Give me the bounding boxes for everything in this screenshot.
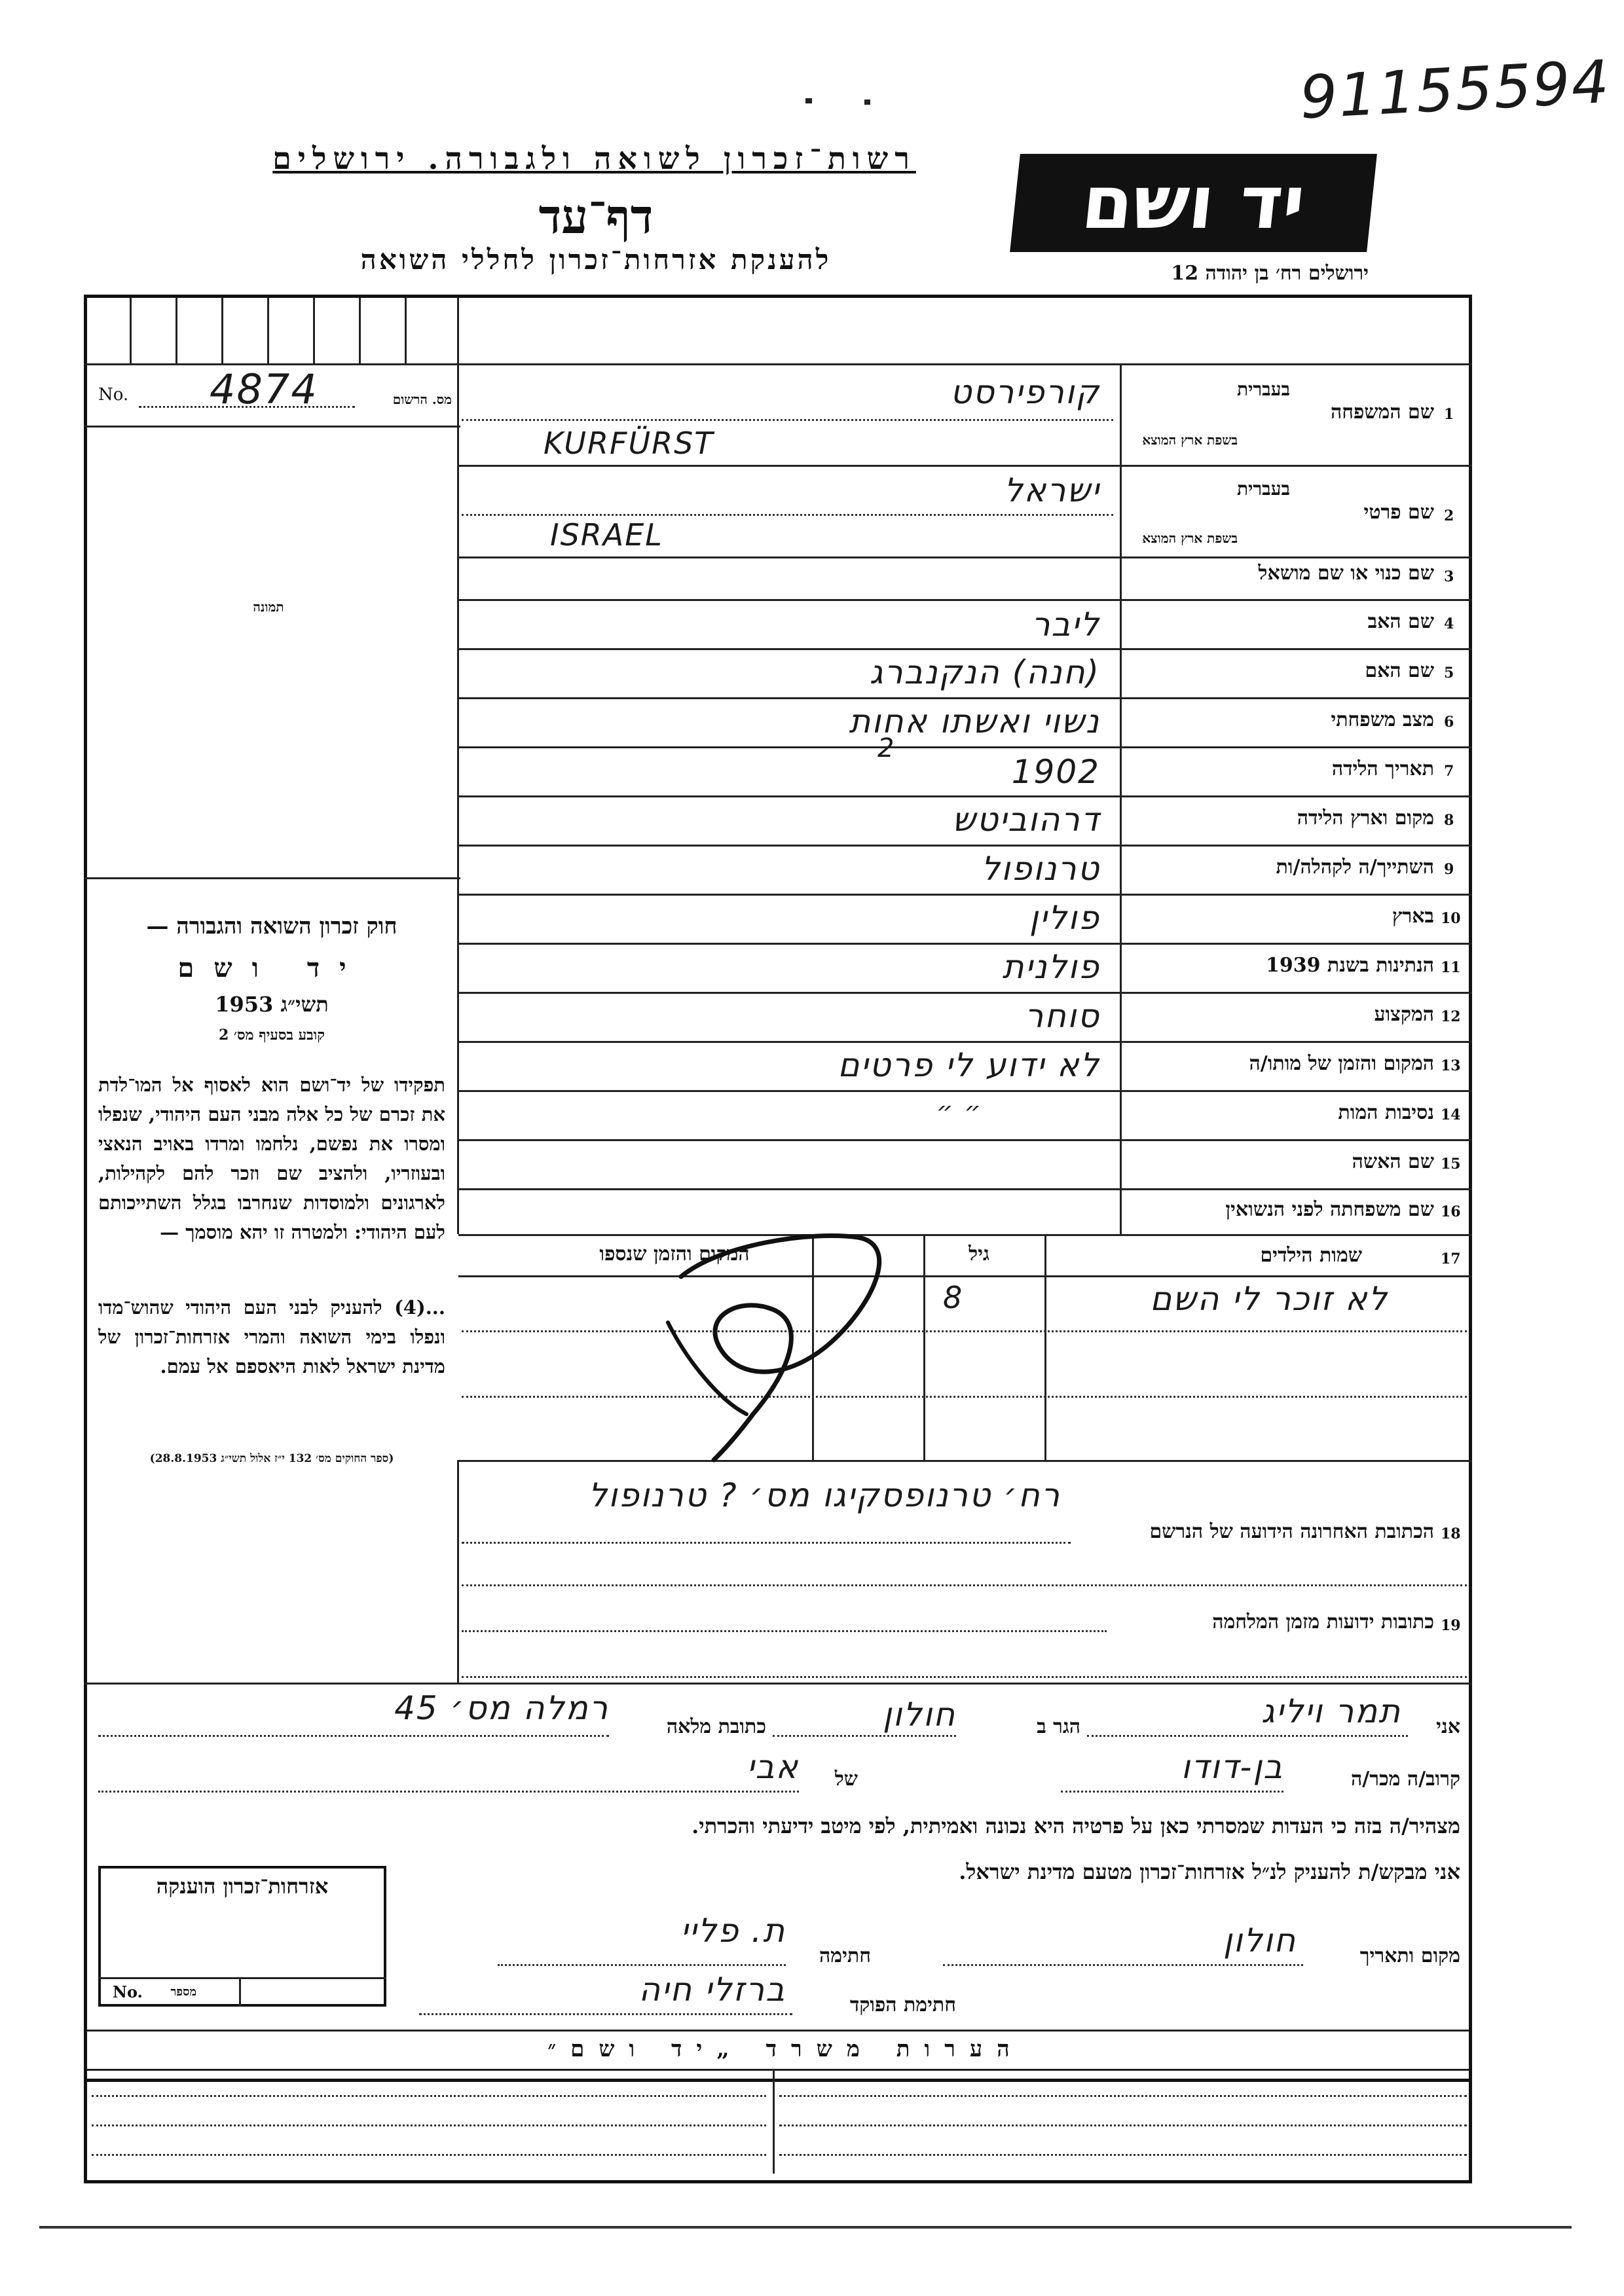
field-2-label: שם פרטי: [1363, 501, 1434, 524]
divider: [458, 599, 1472, 601]
divider: [458, 992, 1472, 994]
row-line: [943, 1964, 1303, 1966]
divider: [175, 298, 177, 363]
row-line: [462, 1396, 1467, 1398]
photo-label: תמונה: [253, 599, 284, 615]
field-2-origin-label: בשפת ארץ המוצא: [1142, 530, 1238, 546]
field-18-label: הכתובת האחרונה הידועה של הנרשם: [1149, 1520, 1434, 1543]
field-7-number: 7: [1444, 763, 1454, 780]
row-line: [462, 1330, 1467, 1332]
scan-edge: [39, 2226, 1572, 2229]
field-18-number: 18: [1441, 1525, 1461, 1542]
law-text-1: תפקידו של יד־ושם הוא לאסוף אל המו־לדת את זכרם של כל אלה מבני העם היהודי, שנפלו ומסרו את נפשם, נלחמו ומרדו באויב הנאצי ובעוזריו, ולהציב שם וזכר להם לקהילות, לארגונים ולמוסדות שנחרבו בגלל השתייכותם לעם היהודי: ולמטרה זו יהא מוסמך —: [98, 1074, 445, 1243]
child-name: לא זוכר לי השם: [1150, 1280, 1388, 1318]
divider: [458, 648, 1472, 650]
field-15-label: שם האשה: [1352, 1150, 1434, 1173]
memorial-box-number-label: מספר: [170, 1985, 196, 1999]
registration-line: [139, 406, 355, 408]
field-8-value: דרהוביטש: [952, 801, 1100, 839]
divider: [458, 1139, 1472, 1141]
field-6-label: מצב משפחתי: [1331, 708, 1434, 731]
children-place-header: המקום והזמן שנספו: [599, 1243, 750, 1266]
form-title: דף־עד: [538, 189, 654, 244]
divider: [267, 298, 269, 363]
field-14-label: נסיבות המות: [1338, 1101, 1434, 1124]
row-line: [462, 514, 1113, 516]
law-name: יד ושם: [177, 953, 366, 983]
divider: [313, 298, 315, 363]
field-7-label: תאריך הלידה: [1331, 757, 1434, 780]
field-18-value: רח׳ טרנופסקיגו מס׳ ? טרנופול: [588, 1476, 1061, 1514]
field-1-number: 1: [1444, 406, 1454, 423]
field-16-number: 16: [1441, 1203, 1461, 1220]
authority-title: רשות־זכרון לשואה ולגבורה. ירושלים: [272, 141, 916, 176]
decl-officer-signature: ברזלי חיה: [638, 1971, 786, 2009]
field-12-number: 12: [1441, 1008, 1461, 1025]
field-14-value: ״ ״: [936, 1097, 982, 1127]
row-line: [1061, 1791, 1283, 1793]
row-line: [498, 1964, 786, 1966]
memorial-box-title: אזרחות־זכרון הוענקה: [156, 1874, 329, 1899]
decl-residing-label: הגר ב: [1037, 1715, 1080, 1738]
decl-officer-label: חתימת הפוקד: [849, 1994, 956, 2016]
stamp-number: 91155594: [1298, 47, 1612, 133]
field-9-label: השתייך/ה לקהלה/ות: [1276, 856, 1434, 879]
divider: [359, 298, 361, 363]
divider: [458, 465, 1472, 467]
divider: [1120, 363, 1122, 1234]
divider: [1044, 1234, 1046, 1460]
child-age: 8: [943, 1280, 964, 1315]
field-19-number: 19: [1441, 1617, 1461, 1634]
decl-i-label: אני: [1436, 1715, 1460, 1738]
divider: [458, 943, 1472, 945]
declarant-of-value: אבי: [747, 1748, 799, 1786]
field-11-value: פולנית: [1002, 948, 1100, 986]
decl-statement-1: מצהיר/ה בזה כי העדות שמסרתי כאן על פרטיה היא נכונה ואמיתית, לפי מיטב ידיעתי והכרתי.: [692, 1813, 1460, 1838]
field-7-superscript: 2: [877, 733, 896, 763]
field-9-value: טרנופול: [981, 850, 1100, 888]
declarant-relation: בן-דודו: [1181, 1748, 1283, 1786]
header-address: ירושלים רח׳ בן יהודה 12: [1171, 262, 1369, 285]
row-line: [462, 1630, 1107, 1632]
divider: [458, 1234, 1472, 1236]
divider: [458, 697, 1472, 699]
field-1-hebrew-label: בעברית: [1236, 378, 1290, 400]
field-1-origin-label: בשפת ארץ המוצא: [1142, 432, 1238, 448]
divider: [458, 1041, 1472, 1043]
divider: [458, 894, 1472, 896]
field-13-number: 13: [1441, 1057, 1461, 1074]
field-6-number: 6: [1444, 714, 1454, 731]
form-frame-bottom: [84, 2030, 1472, 2183]
field-11-number: 11: [1441, 959, 1461, 976]
law-year: תשי״ג 1953: [215, 992, 329, 1017]
field-13-label: המקום והזמן של מותו/ה: [1249, 1052, 1434, 1075]
field-15-number: 15: [1441, 1156, 1461, 1173]
field-4-label: שם האב: [1367, 610, 1434, 633]
field-4-number: 4: [1444, 615, 1454, 632]
divider: [405, 298, 407, 363]
field-5-label: שם האם: [1365, 659, 1434, 682]
row-line: [773, 1735, 956, 1737]
divider: [457, 363, 459, 1234]
divider: [458, 845, 1472, 847]
decl-statement-2: אני מבקש/ת להעניק לנ״ל אזרחות־זכרון מטעם מדינת ישראל.: [959, 1859, 1460, 1884]
decl-address-label: כתובת מלאה: [666, 1715, 766, 1738]
field-3-number: 3: [1444, 568, 1454, 585]
divider: [458, 1188, 1472, 1190]
decl-place-date-label: מקום ותאריך: [1359, 1944, 1460, 1967]
row-line: [462, 419, 1113, 421]
field-1-origin-value: KURFÜRST: [544, 426, 714, 461]
row-line: [419, 2013, 792, 2015]
registration-label: מס. הרשום: [392, 392, 452, 407]
decl-of-label: של: [834, 1768, 858, 1791]
law-clause: קובע בסעיף מס׳ 2: [218, 1027, 325, 1044]
divider: [458, 556, 1472, 558]
row-line: [98, 1791, 799, 1793]
field-10-number: 10: [1441, 910, 1461, 927]
divider: [221, 298, 223, 363]
divider: [458, 1275, 1472, 1277]
field-13-value: לא ידוע לי פרטים: [838, 1046, 1100, 1084]
field-7-value: 1902: [1011, 753, 1100, 791]
divider: [923, 1234, 925, 1460]
row-line: [462, 1542, 1071, 1544]
scan-mark: [864, 100, 870, 105]
field-12-label: המקצוע: [1374, 1003, 1434, 1026]
declarant-residence: חולון: [883, 1696, 956, 1734]
pen-scribble: [642, 1218, 917, 1467]
field-1-label: שם המשפחה: [1330, 401, 1434, 424]
registration-no-label: No.: [98, 385, 129, 405]
field-6-value: נשוי ואשתו אחות: [849, 702, 1100, 740]
divider: [458, 1460, 1472, 1462]
field-10-value: פולין: [1029, 899, 1100, 937]
field-10-label: בארץ: [1392, 905, 1434, 928]
field-5-number: 5: [1444, 665, 1454, 682]
children-age-header: גיל: [969, 1243, 989, 1266]
field-12-value: סוחר: [1025, 997, 1100, 1035]
field-2-hebrew-label: בעברית: [1236, 478, 1290, 500]
field-5-value: (חנה) הנקנברג: [869, 653, 1100, 691]
divider: [458, 1090, 1472, 1092]
field-8-label: מקום וארץ הלידה: [1297, 807, 1434, 829]
memorial-box-no-label: No.: [113, 1982, 143, 2001]
divider: [84, 426, 460, 428]
field-9-number: 9: [1444, 861, 1454, 878]
field-2-hebrew-value: ישראל: [1004, 471, 1100, 509]
field-16-label: שם משפחתה לפני הנשואין: [1225, 1198, 1434, 1221]
logo-text: יד ושם: [1078, 160, 1309, 246]
divider: [239, 1977, 241, 2007]
field-14-number: 14: [1441, 1106, 1461, 1123]
field-17-number: 17: [1441, 1250, 1461, 1267]
field-1-hebrew-value: קורפירסט: [950, 373, 1100, 411]
field-8-number: 8: [1444, 812, 1454, 829]
divider: [457, 298, 459, 363]
field-2-origin-value: ISRAEL: [550, 517, 663, 553]
divider: [130, 298, 132, 363]
divider: [84, 1683, 1472, 1685]
row-line: [462, 1676, 1467, 1678]
divider: [458, 795, 1472, 797]
divider: [458, 746, 1472, 748]
registration-number: 4874: [210, 365, 318, 413]
decl-place-date: חולון: [1223, 1922, 1297, 1959]
row-line: [1087, 1735, 1408, 1737]
field-3-label: שם כנוי או שם מושאל: [1258, 562, 1434, 585]
declarant-address: רמלה מס׳ 45: [394, 1689, 609, 1727]
yad-vashem-logo: [1010, 154, 1377, 252]
row-line: [462, 1584, 1467, 1586]
decl-signature: ת. פליי: [680, 1912, 786, 1950]
divider: [457, 1460, 459, 1683]
field-4-value: ליבר: [1031, 606, 1100, 644]
office-notes-title: הערות משרד „יד ושם״: [547, 2036, 1024, 2062]
field-19-label: כתובות ידועות מזמן המלחמה: [1212, 1611, 1434, 1633]
field-2-number: 2: [1444, 507, 1454, 524]
divider: [84, 877, 460, 879]
decl-relative-label: קרוב/ה מכר/ה: [1351, 1768, 1460, 1791]
law-text-2: ...(4) להעניק לבני העם היהודי שהוש־מדו ונפלו בימי השואה והמרי אזרחות־זכרון של מדינת ישראל לאות היאספם אל עמם.: [98, 1296, 445, 1377]
field-11-label: הנתינות בשנת 1939: [1265, 954, 1434, 977]
form-subtitle: להענקת אזרחות־זכרון לחללי השואה: [360, 244, 832, 276]
scan-mark: [805, 98, 812, 103]
decl-signature-label: חתימה: [819, 1944, 871, 1967]
row-line: [98, 1735, 609, 1737]
law-source: (ספר החוקים מס׳ 132 י״ז אלול תשי״ג 28.8.1953): [149, 1452, 394, 1465]
declarant-name: תמר ויליג: [1261, 1692, 1401, 1730]
law-title: חוק זכרון השואה והגבורה —: [146, 913, 397, 939]
divider: [98, 1977, 386, 1979]
children-names-header: שמות הילדים: [1260, 1244, 1362, 1267]
